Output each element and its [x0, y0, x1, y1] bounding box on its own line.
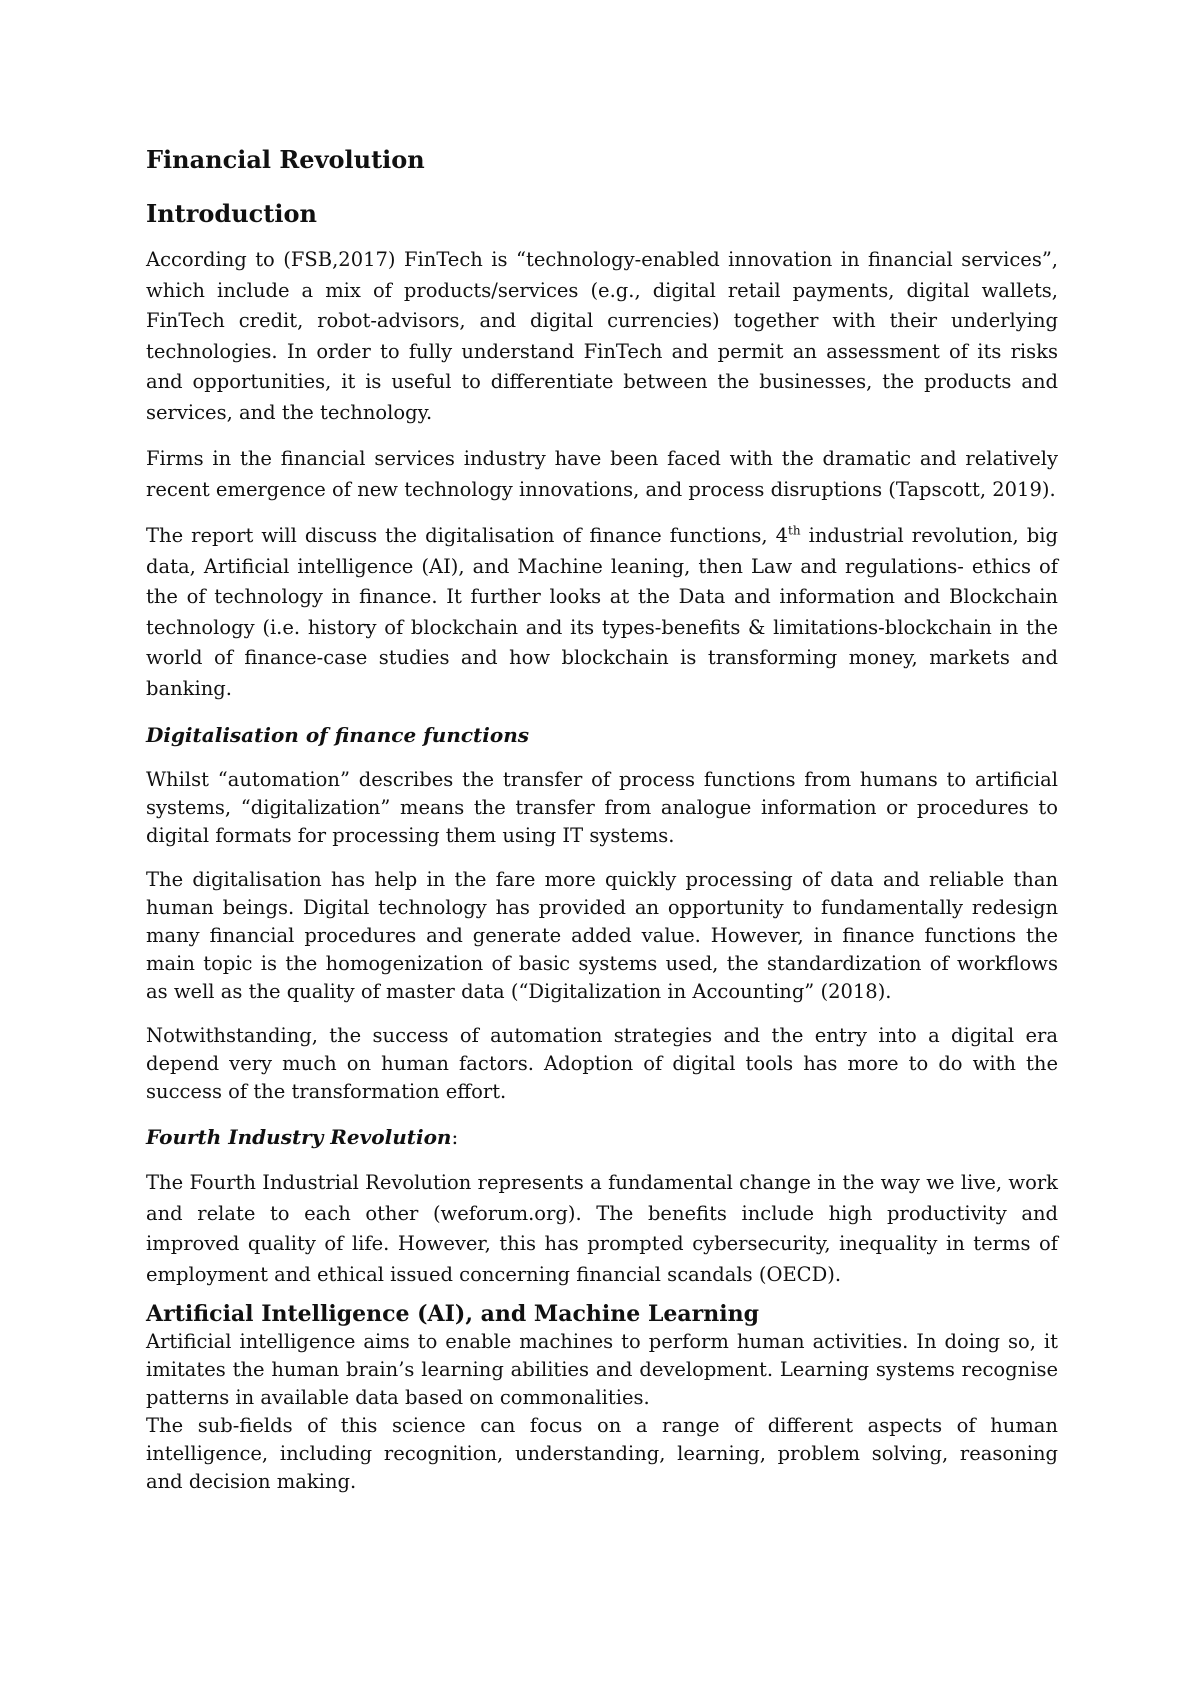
- document-title: Financial Revolution: [146, 145, 425, 174]
- fourth-revolution-heading: Fourth Industry Revolution: [146, 1125, 452, 1149]
- digitalisation-paragraph-2: The digitalisation has help in the fare more quickly processing of data and reliable than human beings. Digital technology has provided an opportunity to fundamentally redesign many financial procedures and generate added value. However, in finance functions the main topic is the homogenization of basic systems used, the standardization of workflows as well as the quality of master data (“Digitalization in Accounting” (2018).: [146, 868, 1058, 1003]
- fourth-revolution-heading-colon: :: [451, 1125, 459, 1149]
- ai-ml-heading: Artificial Intelligence (AI), and Machine Learning: [146, 1301, 759, 1327]
- digitalisation-paragraph-3: Notwithstanding, the success of automation strategies and the entry into a digital era depend very much on human factors. Adoption of digital tools has more to do with the success of the transformation effort.: [146, 1024, 1058, 1103]
- digitalisation-paragraph-1: Whilst “automation” describes the transfer of process functions from humans to artificial systems, “digitalization” means the transfer from analogue information or procedures to digital formats for processing them using IT systems.: [146, 768, 1058, 847]
- introduction-heading: Introduction: [146, 199, 317, 228]
- document-page: [146, 145, 1058, 1496]
- introduction-paragraph-2: Firms in the financial services industry have been faced with the dramatic and relatively recent emergence of new technology innovations, and process disruptions (Tapscott, 2019).: [146, 447, 1058, 501]
- introduction-paragraph-3-end: industrial revolution, big data, Artificial intelligence (AI), and Machine leaning, then Law and regulations- ethics of the of technology in finance. It further looks at the Data and information and Blockchain technology (i.e. history of blockchain and its types-benefits & limitations-blockchain in the world of finance-case studies and how blockchain is transforming money, markets and banking.: [146, 524, 1058, 700]
- introduction-paragraph-1: According to (FSB,2017) FinTech is “technology-enabled innovation in financial services”, which include a mix of products/services (e.g., digital retail payments, digital wallets, FinTech credit, robot-advisors, and digital currencies) together with their underlying technologies. In order to fully understand FinTech and permit an assessment of its risks and opportunities, it is useful to differentiate between the businesses, the products and services, and the technology.: [146, 248, 1058, 424]
- ai-ml-paragraph-1: Artificial intelligence aims to enable machines to perform human activities. In doing so, it imitates the human brain’s learning abilities and development. Learning systems recognise patterns in available data based on commonalities.: [146, 1330, 1058, 1409]
- fourth-revolution-paragraph: The Fourth Industrial Revolution represents a fundamental change in the way we live, work and relate to each other (weforum.org). The benefits include high productivity and improved quality of life. However, this has prompted cybersecurity, inequality in terms of employment and ethical issued concerning financial scandals (OECD).: [146, 1171, 1058, 1286]
- ordinal-superscript: th: [788, 523, 801, 538]
- fourth-revolution-heading-line: [146, 1122, 1058, 1152]
- introduction-paragraph-3-start: The report will discuss the digitalisation of finance functions, 4: [146, 524, 789, 547]
- introduction-paragraph-3: [146, 521, 1058, 704]
- digitalisation-heading: Digitalisation of finance functions: [146, 723, 530, 747]
- ai-ml-paragraph-2: The sub-fields of this science can focus on a range of different aspects of human intelligence, including recognition, understanding, learning, problem solving, reasoning and decision making.: [146, 1414, 1058, 1493]
